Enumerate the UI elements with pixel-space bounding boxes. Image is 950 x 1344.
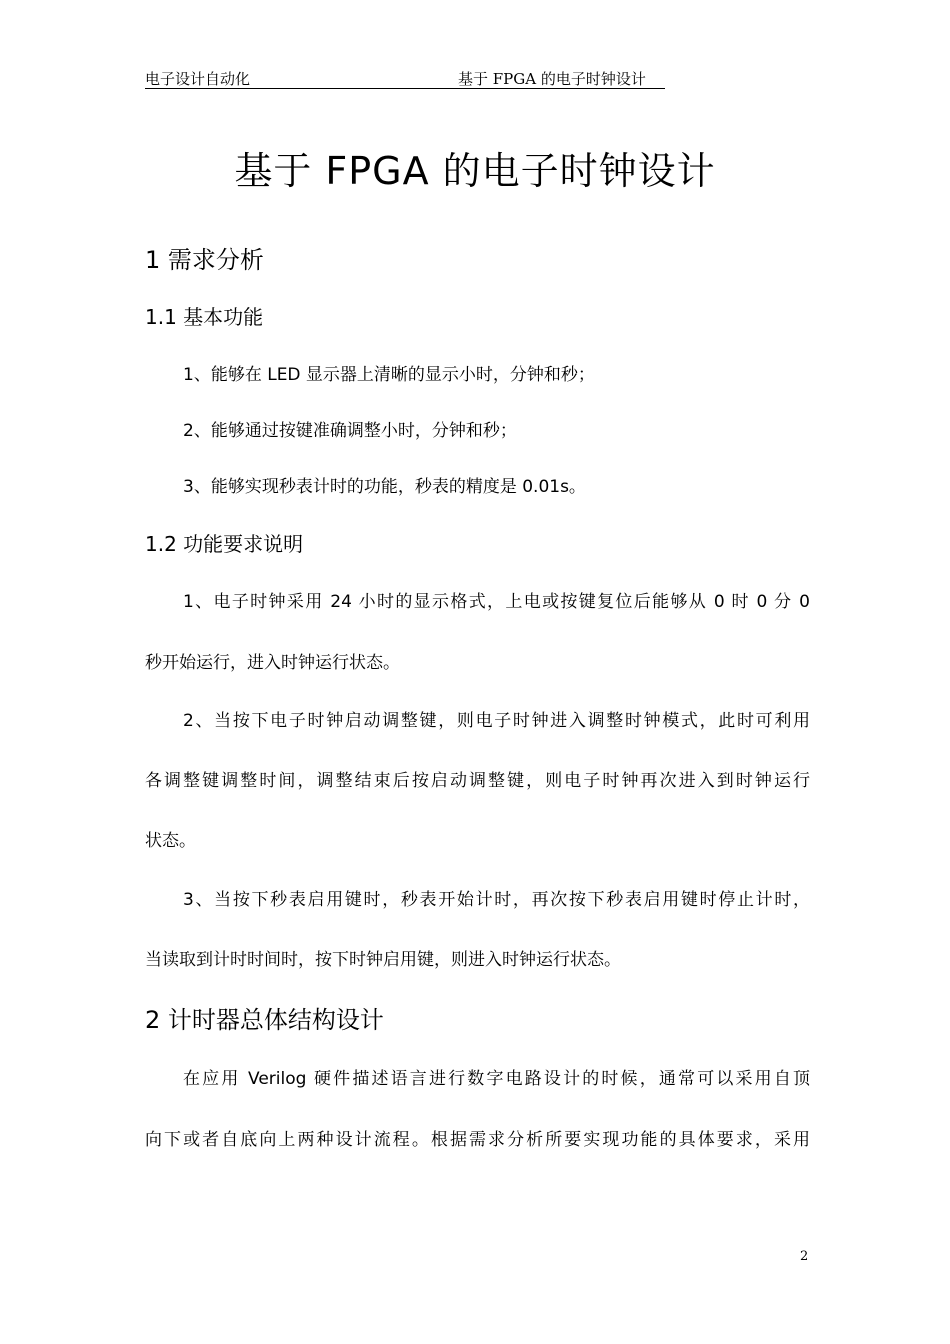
paragraph-line: 各调整键调整时间，调整结束后按启动调整键，则电子时钟再次进入到时钟运行 [145, 771, 810, 791]
section-1-1-heading: 1.1 基本功能 [145, 305, 264, 329]
page-number: 2 [800, 1249, 809, 1264]
section-1-heading: 1 需求分析 [145, 246, 264, 274]
header-right-text: 基于 FPGA 的电子时钟设计 [458, 70, 646, 88]
paragraph-line: 3、当按下秒表启用键时，秒表开始计时，再次按下秒表启用键时停止计时， [183, 890, 810, 910]
section-1-2-heading: 1.2 功能要求说明 [145, 532, 304, 556]
header-left-text: 电子设计自动化 [145, 70, 251, 88]
document-title: 基于 FPGA 的电子时钟设计 [234, 149, 716, 193]
paragraph-line: 秒开始运行，进入时钟运行状态。 [145, 653, 400, 673]
list-item: 1、能够在 LED 显示器上清晰的显示小时，分钟和秒； [183, 365, 595, 385]
section-2-heading: 2 计时器总体结构设计 [145, 1006, 384, 1034]
paragraph-line: 1、电子时钟采用 24 小时的显示格式，上电或按键复位后能够从 0 时 0 分 0 [183, 592, 810, 612]
paragraph-line: 状态。 [145, 831, 196, 851]
list-item: 3、能够实现秒表计时的功能，秒表的精度是 0.01s。 [183, 477, 586, 497]
page-header [145, 66, 665, 89]
paragraph-line: 在应用 Verilog 硬件描述语言进行数字电路设计的时候，通常可以采用自顶 [183, 1069, 810, 1089]
paragraph-line: 2、当按下电子时钟启动调整键，则电子时钟进入调整时钟模式，此时可利用 [183, 711, 810, 731]
paragraph-line: 向下或者自底向上两种设计流程。根据需求分析所要实现功能的具体要求，采用 [145, 1130, 810, 1150]
paragraph-line: 当读取到计时时间时，按下时钟启用键，则进入时钟运行状态。 [145, 950, 621, 970]
list-item: 2、能够通过按键准确调整小时，分钟和秒； [183, 421, 517, 441]
